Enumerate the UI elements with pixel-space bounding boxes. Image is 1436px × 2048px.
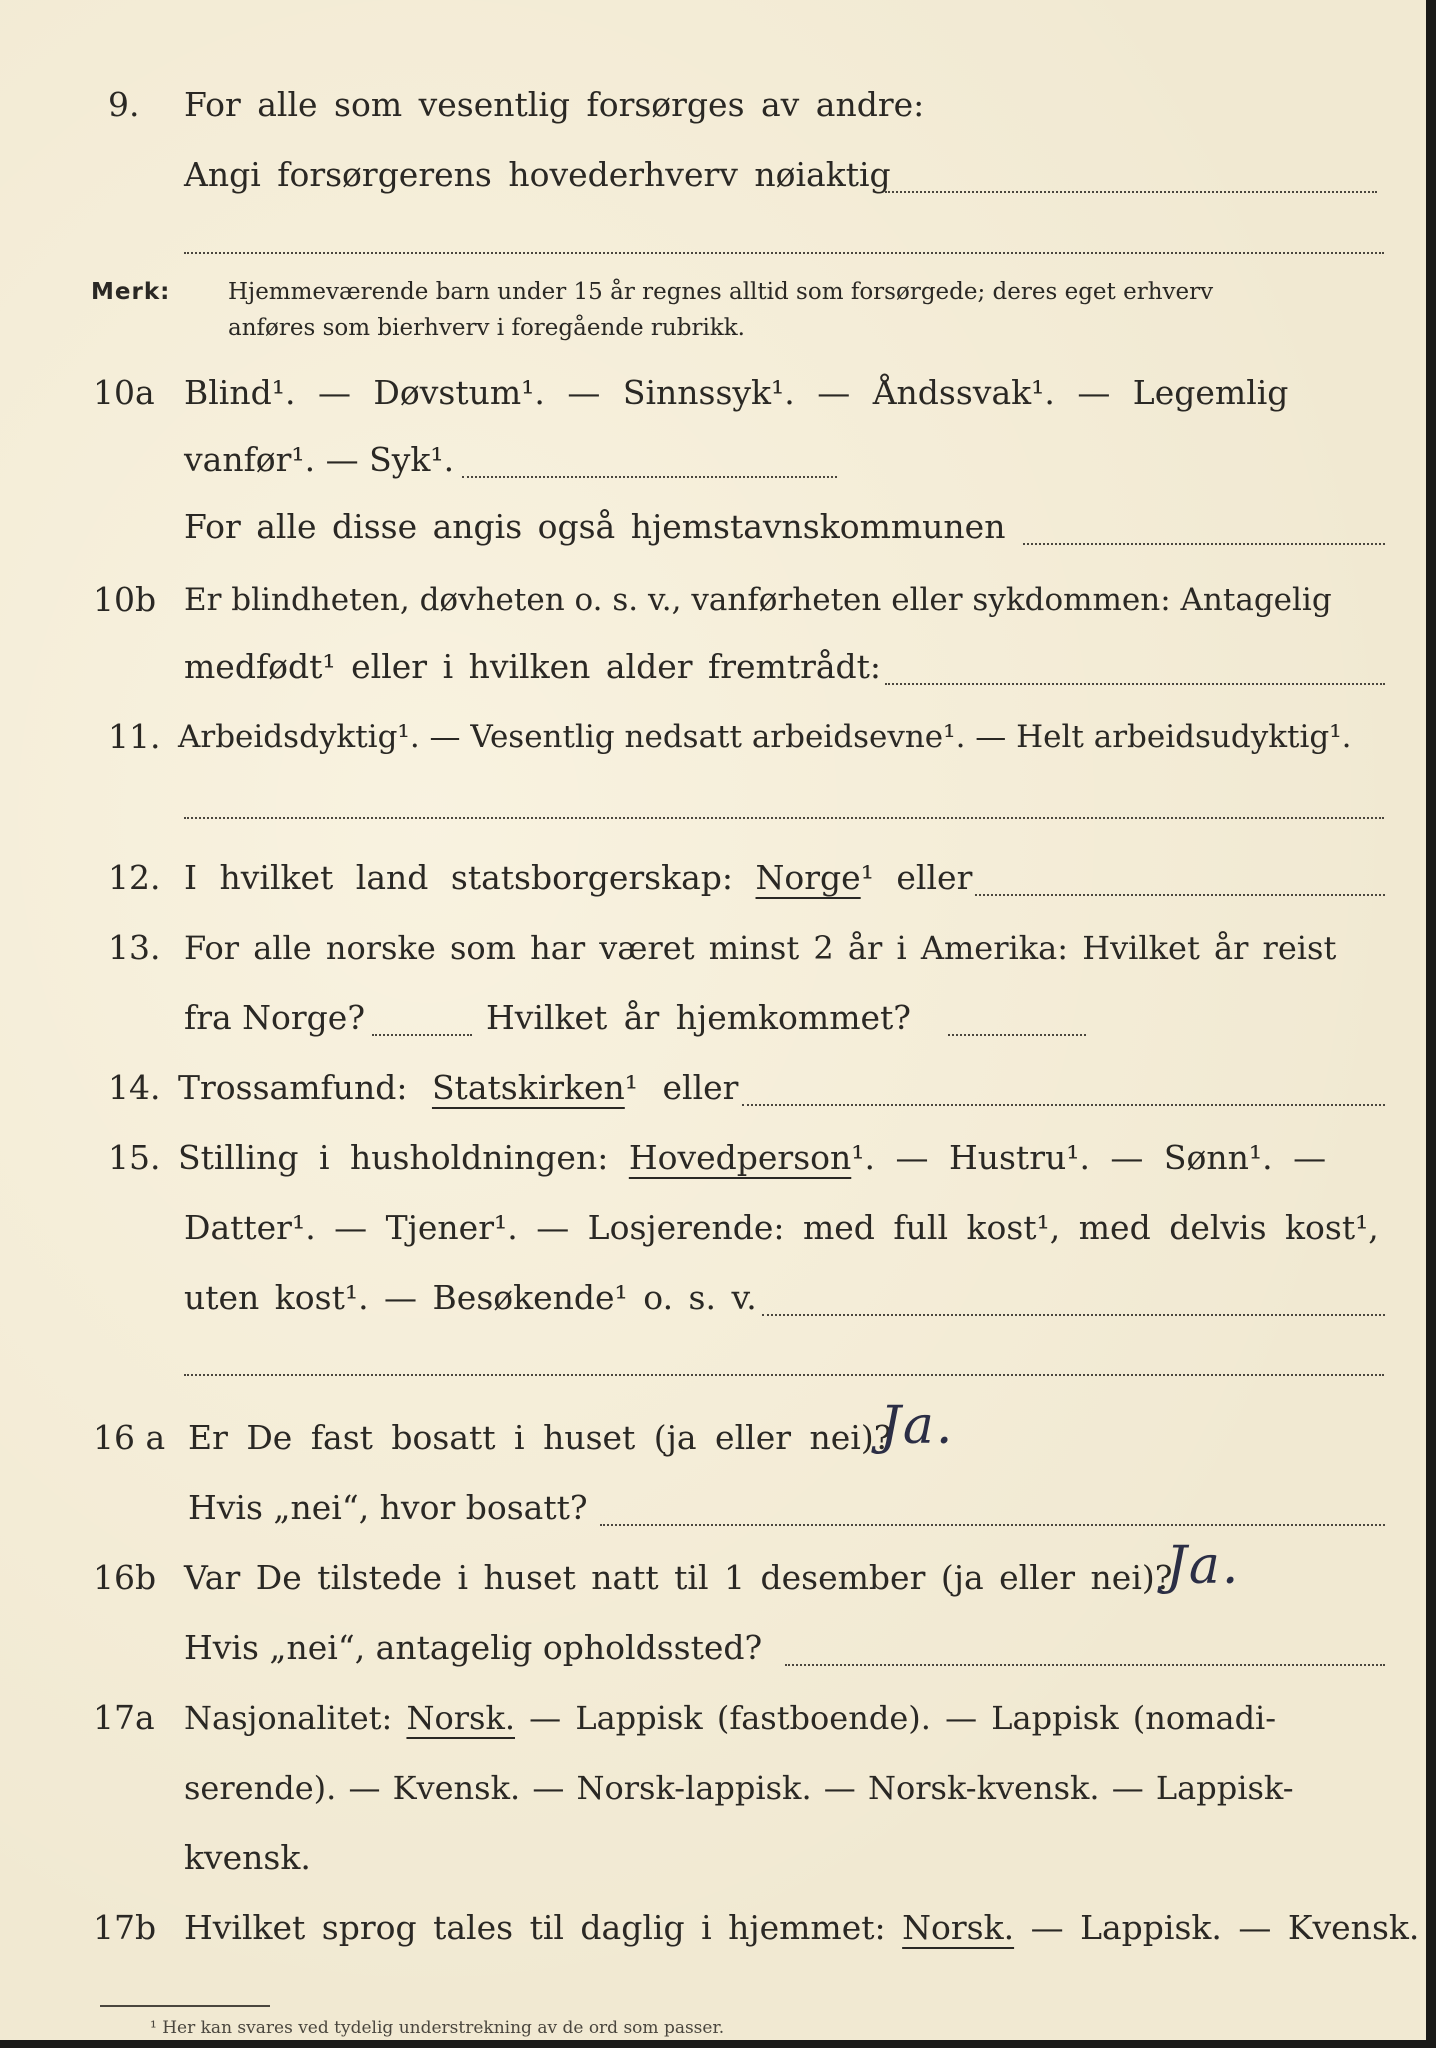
q16b-text-1: Var De tilstede i huset natt til 1 desember (ja eller nei)?: [184, 1558, 1173, 1597]
merk-text-2: anføres som bierhverv i foregående rubrikk.: [228, 315, 745, 341]
q10b-answer-field[interactable]: [885, 683, 1385, 685]
q14-number: 14.: [108, 1068, 161, 1107]
q11-answer-field[interactable]: [184, 817, 1384, 819]
q17a-text-3: kvensk.: [184, 1838, 311, 1877]
q17b-text: [184, 1898, 1419, 1958]
q17a-text-2: serende). — Kvensk. — Norsk-lappisk. — Norsk-kvensk. — Lappisk-: [184, 1769, 1294, 1807]
q17a-selected-norsk[interactable]: Norsk.: [406, 1699, 515, 1737]
q13-number: 13.: [108, 928, 161, 967]
q9-number: 9.: [108, 85, 140, 124]
q15-selected-hovedperson[interactable]: Hovedperson: [628, 1138, 852, 1177]
q16b-line1: [0, 1536, 1426, 1608]
q11-text-1: Arbeidsdyktig¹. — Vesentlig nedsatt arbeidsevne¹. — Helt arbeidsudyktig¹.: [178, 719, 1352, 755]
q12-selected-norge[interactable]: Norge: [755, 858, 861, 897]
q17a-text-1: [184, 1688, 1276, 1748]
q13-line2: [0, 988, 1426, 1048]
q15-prompt: Stilling i husholdningen:: [178, 1138, 609, 1177]
q10a-text-3: For alle disse angis også hjemstavnskommunen: [184, 507, 1006, 546]
q13-year-left-field[interactable]: [372, 1034, 472, 1036]
q16a-text-2: Hvis „nei“, hvor bosatt?: [188, 1488, 588, 1527]
q14-prompt: Trossamfund:: [178, 1068, 408, 1107]
q15-answer-field-2[interactable]: [184, 1374, 1384, 1376]
q10a-text-1: Blind¹. — Døvstum¹. — Sinnssyk¹. — Åndssvak¹. — Legemlig: [184, 373, 1289, 412]
q16a-line2: [0, 1478, 1426, 1538]
q16a-answer-field[interactable]: [600, 1524, 1385, 1526]
q10b-number: 10b: [93, 580, 157, 619]
footnote-divider: [100, 2005, 270, 2007]
q17a-options-1: — Lappisk (fastboende). — Lappisk (nomadi-: [529, 1699, 1277, 1737]
q17b-prompt: Hvilket sprog tales til daglig i hjemmet:: [184, 1908, 886, 1947]
q15-text-1: [178, 1128, 1326, 1188]
q10b-text-2: medfødt¹ eller i hvilken alder fremtrådt:: [184, 647, 882, 686]
q17a-number: 17a: [93, 1698, 155, 1737]
q13-year-returned-field[interactable]: [948, 1034, 1086, 1036]
q14-answer-field[interactable]: [742, 1104, 1385, 1106]
q9-text-1: For alle som vesentlig forsørges av andre:: [184, 85, 925, 124]
q10a-municipality-field[interactable]: [1023, 543, 1385, 545]
q17a-prompt: Nasjonalitet:: [184, 1699, 393, 1737]
q15-line3: [0, 1268, 1426, 1328]
q10a-text-2: vanfør¹. — Syk¹.: [184, 440, 455, 479]
q13-text-2a: fra Norge?: [184, 998, 366, 1037]
merk-text-1: Hjemmeværende barn under 15 år regnes alltid som forsørgede; deres eget erhverv: [228, 279, 1214, 305]
q16b-line2: [0, 1618, 1426, 1678]
q17b-selected-norsk[interactable]: Norsk.: [902, 1908, 1015, 1947]
q10b-line1: [0, 570, 1426, 630]
q10a-answer-field[interactable]: [462, 476, 837, 478]
q12-suffix: ¹ eller: [860, 858, 973, 897]
q14-text: [178, 1058, 738, 1118]
q12-answer-field[interactable]: [975, 894, 1385, 896]
q9-line2: [0, 145, 1426, 205]
q12-line1: [0, 848, 1426, 908]
merk-label: Merk:: [91, 279, 171, 305]
q17b-number: 17b: [93, 1908, 157, 1947]
q10b-line2: [0, 637, 1426, 697]
q15-options-1: ¹. — Hustru¹. — Sønn¹. —: [851, 1138, 1327, 1177]
q12-prompt: I hvilket land statsborgerskap:: [184, 858, 734, 897]
q16a-text-1: Er De fast bosatt i huset (ja eller nei)?: [188, 1418, 892, 1457]
q14-selected-statskirken[interactable]: Statskirken: [431, 1068, 625, 1107]
q9-answer-field[interactable]: [885, 191, 1377, 193]
q10a-line1: [0, 363, 1426, 423]
q16b-handwritten-answer[interactable]: Ja.: [1166, 1536, 1241, 1596]
q10a-line3: [0, 497, 1426, 557]
q13-text-1: For alle norske som har været minst 2 år i Amerika: Hvilket år reist: [184, 929, 1337, 967]
footnote: ¹ Her kan svares ved tydelig understrekning av de ord som passer.: [150, 2018, 725, 2038]
q15-text-3: uten kost¹. — Besøkende¹ o. s. v.: [184, 1278, 757, 1317]
q10b-text-1: Er blindheten, døvheten o. s. v., vanførheten eller sykdommen: Antagelig: [184, 582, 1332, 618]
q15-number: 15.: [108, 1138, 161, 1177]
q16b-number: 16b: [93, 1558, 157, 1597]
q15-answer-field[interactable]: [762, 1314, 1385, 1316]
q9-answer-field-2[interactable]: [184, 252, 1384, 254]
q11-line1: [0, 707, 1426, 767]
q11-number: 11.: [108, 717, 161, 756]
q15-line1: [0, 1128, 1426, 1188]
q15-line2: [0, 1198, 1426, 1258]
q12-text: [184, 848, 972, 908]
q15-text-2: Datter¹. — Tjener¹. — Losjerende: med full kost¹, med delvis kost¹,: [184, 1208, 1379, 1247]
q16b-text-2: Hvis „nei“, antagelig opholdssted?: [184, 1628, 763, 1667]
q12-number: 12.: [108, 858, 161, 897]
q13-text-2b: Hvilket år hjemkommet?: [486, 998, 911, 1037]
q10a-number: 10a: [93, 373, 155, 412]
q9-text-2: Angi forsørgerens hovederhverv nøiaktig: [184, 155, 891, 194]
q16a-number: 16 a: [93, 1418, 166, 1457]
q16a-line1: [0, 1396, 1426, 1468]
q17a-line1: [0, 1688, 1426, 1748]
q17a-line3: [0, 1828, 1426, 1888]
q14-line1: [0, 1058, 1426, 1118]
q14-suffix: ¹ eller: [624, 1068, 739, 1107]
q16b-answer-field[interactable]: [785, 1664, 1385, 1666]
q10a-line2: [0, 430, 1426, 490]
q16a-handwritten-answer[interactable]: Ja.: [880, 1396, 955, 1456]
q13-line1: [0, 918, 1426, 978]
q17a-line2: [0, 1758, 1426, 1818]
q17b-options: — Lappisk. — Kvensk.: [1030, 1908, 1420, 1947]
q17b-line1: [0, 1898, 1426, 1958]
q9-line1: [0, 75, 1426, 135]
